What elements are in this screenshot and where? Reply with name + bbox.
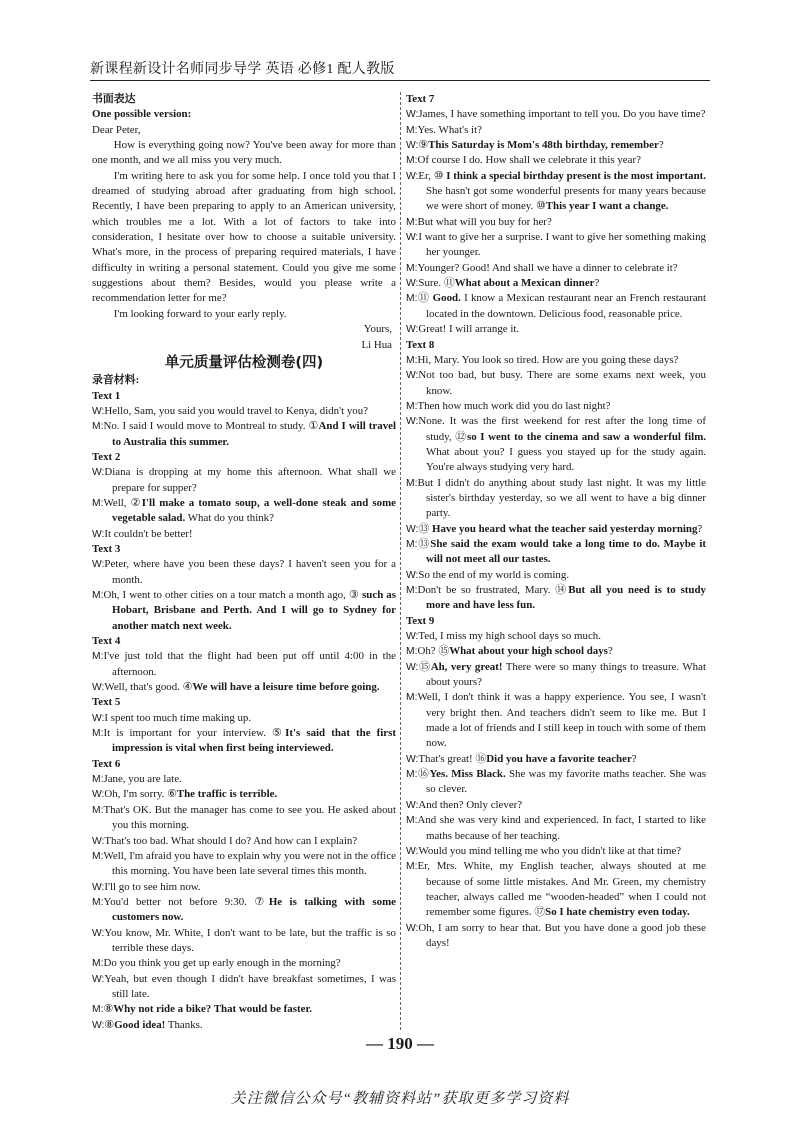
dialogue-line: M:Younger? Good! And shall we have a dinner to celebrate it? xyxy=(406,261,678,274)
dialogue-line: W:Oh, I am sorry to hear that. But you have done a good job these days! xyxy=(406,921,706,949)
text-label: Text 6 xyxy=(92,757,121,770)
dialogue-line: W:I'll go to see him now. xyxy=(92,880,201,893)
dialogue-line: W:Sure. ⑪What about a Mexican dinner? xyxy=(406,277,600,290)
text-label: Text 5 xyxy=(92,696,121,709)
dialogue-line: W:⑧Good idea! Thanks. xyxy=(92,1018,203,1031)
version-label: One possible version: xyxy=(92,108,192,121)
text-label: Text 7 xyxy=(406,93,435,105)
dialogue-line: M:⑧Why not ride a bike? That would be faster. xyxy=(92,1003,312,1016)
letter-paragraph-3: I'm looking forward to your early reply. xyxy=(113,307,287,320)
dialogue-line: W:I want to give her a surprise. I want to give her something making her younger. xyxy=(406,231,706,259)
dialogue-line: W:It couldn't be better! xyxy=(92,527,193,540)
letter-paragraph-2: I'm writing here to ask you for some help. I once told you that I dreamed of studying abroad after graduating from high school. Recently, I have been preparing to apply to an American university, which troubles me a lot. With a lot of factors to take into consideration, I hesitate over how to choose a suitable university. What's more, in the process of preparing required materials, I have difficulty in writing a personal statement. Could you give me some suggestions about them? Besides, would you please write a recommendation letter for me? xyxy=(92,169,396,305)
dialogue-line: M:No. I said I would move to Montreal to study. ①And I will travel to Australia this summer. xyxy=(92,420,397,448)
letter-greeting: Dear Peter, xyxy=(92,123,141,136)
dialogue-line: W:That's great! ⑯Did you have a favorite teacher? xyxy=(406,752,637,765)
left-column xyxy=(92,92,396,1033)
dialogue-line: W:Oh, I'm sorry. ⑥The traffic is terrible. xyxy=(92,788,278,801)
dialogue-line: W:Would you mind telling me who you didn't like at that time? xyxy=(406,844,682,857)
text-label: Text 3 xyxy=(92,542,121,555)
letter-paragraph-1: How is everything going now? You've been away for more than one month, and we all miss you very much. xyxy=(92,139,396,167)
letter-signature: Li Hua xyxy=(361,338,392,351)
dialogue-line: W:⑬ Have you heard what the teacher said yesterday morning? xyxy=(406,522,703,535)
dialogue-line: M:Yes. What's it? xyxy=(406,123,482,136)
dialogue-line: M:You'd better not before 9:30. ⑦He is talking with some customers now. xyxy=(92,895,396,924)
dialogue-line: M:Well, I don't think it was a happy experience. You see, I wasn't very bright then. And teachers didn't seem to like me. But I made a lot of friends and I still keep in touch with some of them now. xyxy=(406,691,706,750)
dialogue-line: M:⑪ Good. I know a Mexican restaurant near an French restaurant located in the downtown. Delicious food, reasonable price. xyxy=(406,292,706,320)
dialogue-line: W:Yeah, but even though I didn't have breakfast sometimes, I was still late. xyxy=(92,972,396,1000)
dialogue-line: M:⑬She said the exam would take a long time to do. Maybe it will not meet all our tastes. xyxy=(406,537,706,566)
column-divider xyxy=(400,92,401,1030)
dialogue-line: M:Er, Mrs. White, my English teacher, always shouted at me because of some little mistakes. And Mr. Green, my chemistry teacher, always called me “wooden-headed” when I could not remember some figures. ⑰So I hate chemistry even today. xyxy=(406,860,706,919)
dialogue-line: W:⑮Ah, very great! There were so many things to treasure. What about yours? xyxy=(406,660,706,689)
dialogue-line: M:Then how much work did you do last night? xyxy=(406,399,611,412)
dialogue-line: M:But what will you buy for her? xyxy=(406,215,552,228)
dialogue-line: M:Jane, you are late. xyxy=(92,773,182,786)
letter-closing: Yours, xyxy=(363,323,392,336)
footer-notice: 关注微信公众号“教辅资料站”获取更多学习资料 xyxy=(230,1091,570,1107)
text-label: Text 4 xyxy=(92,635,121,648)
running-header: 新课程新设计名师同步导学 英语 必修1 配人教版 xyxy=(90,62,395,77)
dialogue-line: W:I spent too much time making up. xyxy=(92,711,252,724)
text-label: Text 8 xyxy=(406,338,435,351)
dialogue-line: W:Er, ⑩ I think a special birthday present is the most important. She hasn't got some wonderful presents for many years because we were short of money. ⑩This year I want a change. xyxy=(406,169,706,213)
dialogue-line: M:Well, I'm afraid you have to explain why you were not in the office this morning. You have been late several times this month. xyxy=(92,849,396,878)
dialogue-line: W:Diana is dropping at my home this afternoon. What shall we prepare for supper? xyxy=(92,466,396,494)
header-rule xyxy=(90,80,710,81)
dialogue-line: M:I've just told that the flight had been put off until 4:00 in the afternoon. xyxy=(92,650,396,678)
dialogue-line: W:James, I have something important to tell you. Do you have time? xyxy=(406,108,706,121)
dialogue-line: W:⑨This Saturday is Mom's 48th birthday, remember? xyxy=(406,139,664,152)
dialogue-line: W:Ted, I miss my high school days so much. xyxy=(406,630,601,643)
unit-title: 单元质量评估检测卷(四) xyxy=(164,354,324,371)
audio-label: 录音材料: xyxy=(92,374,140,387)
dialogue-line: W:Not too bad, but busy. There are some exams next week, you know. xyxy=(406,369,706,397)
dialogue-line: M:But I didn't do anything about study last night. It was my little sister's birthday yesterday, so we all went to have a big dinner party. xyxy=(406,476,706,520)
text-label: Text 9 xyxy=(406,614,435,627)
dialogue-line: M:Oh? ⑮What about your high school days? xyxy=(406,645,613,658)
dialogue-line: M:Oh, I went to other cities on a tour match a month ago, ③ such as Hobart, Brisbane and Perth. And I will go to Sydney for another match next week. xyxy=(92,589,396,632)
dialogue-line: M:Of course I do. How shall we celebrate it this year? xyxy=(406,154,641,167)
text-label: Text 1 xyxy=(92,389,121,402)
dialogue-line: W:So the end of my world is coming. xyxy=(406,568,570,581)
dialogue-line: M:Don't be so frustrated, Mary. ⑭But all you need is to study more and have less fun. xyxy=(406,584,706,612)
dialogue-line: W:Peter, where have you been these days? I haven't seen you for a month. xyxy=(92,558,396,586)
page-number: — 190 — xyxy=(366,1034,434,1053)
dialogue-line: W:You know, Mr. White, I don't want to be late, but the traffic is so terrible these days. xyxy=(92,926,396,954)
dialogue-line: W:And then? Only clever? xyxy=(406,798,523,811)
dialogue-line: M:Well, ②I'll make a tomato soup, a well-done steak and some vegetable salad. What do you think? xyxy=(92,496,396,525)
dialogue-line: M:It is important for your interview. ⑤It's said that the first impression is vital when first being interviewed. xyxy=(92,727,396,755)
dialogue-line: M:⑯Yes. Miss Black. She was my favorite maths teacher. She was so clever. xyxy=(406,768,706,796)
section-heading: 书面表达 xyxy=(92,93,136,105)
dialogue-line: W:Great! I will arrange it. xyxy=(406,323,520,336)
dialogue-line: W:Hello, Sam, you said you would travel to Kenya, didn't you? xyxy=(92,404,369,417)
dialogue-line: W:Well, that's good. ④We will have a leisure time before going. xyxy=(92,681,380,694)
dialogue-line: M:Hi, Mary. You look so tired. How are you going these days? xyxy=(406,353,679,366)
dialogue-line: W:None. It was the first weekend for rest after the long time of study, ⑫so I went to the cinema and saw a wonderful film. What about you? I guess you stayed up for the study again. You're always studying very hard. xyxy=(406,415,707,474)
dialogue-line: M:That's OK. But the manager has come to see you. He asked about you this morning. xyxy=(92,803,396,832)
dialogue-line: W:That's too bad. What should I do? And how can I explain? xyxy=(92,834,358,847)
right-column xyxy=(406,92,706,951)
text-label: Text 2 xyxy=(92,450,121,463)
dialogue-line: M:Do you think you get up early enough in the morning? xyxy=(92,957,341,970)
dialogue-line: M:And she was very kind and experienced. In fact, I started to like maths because of her teaching. xyxy=(406,814,706,842)
